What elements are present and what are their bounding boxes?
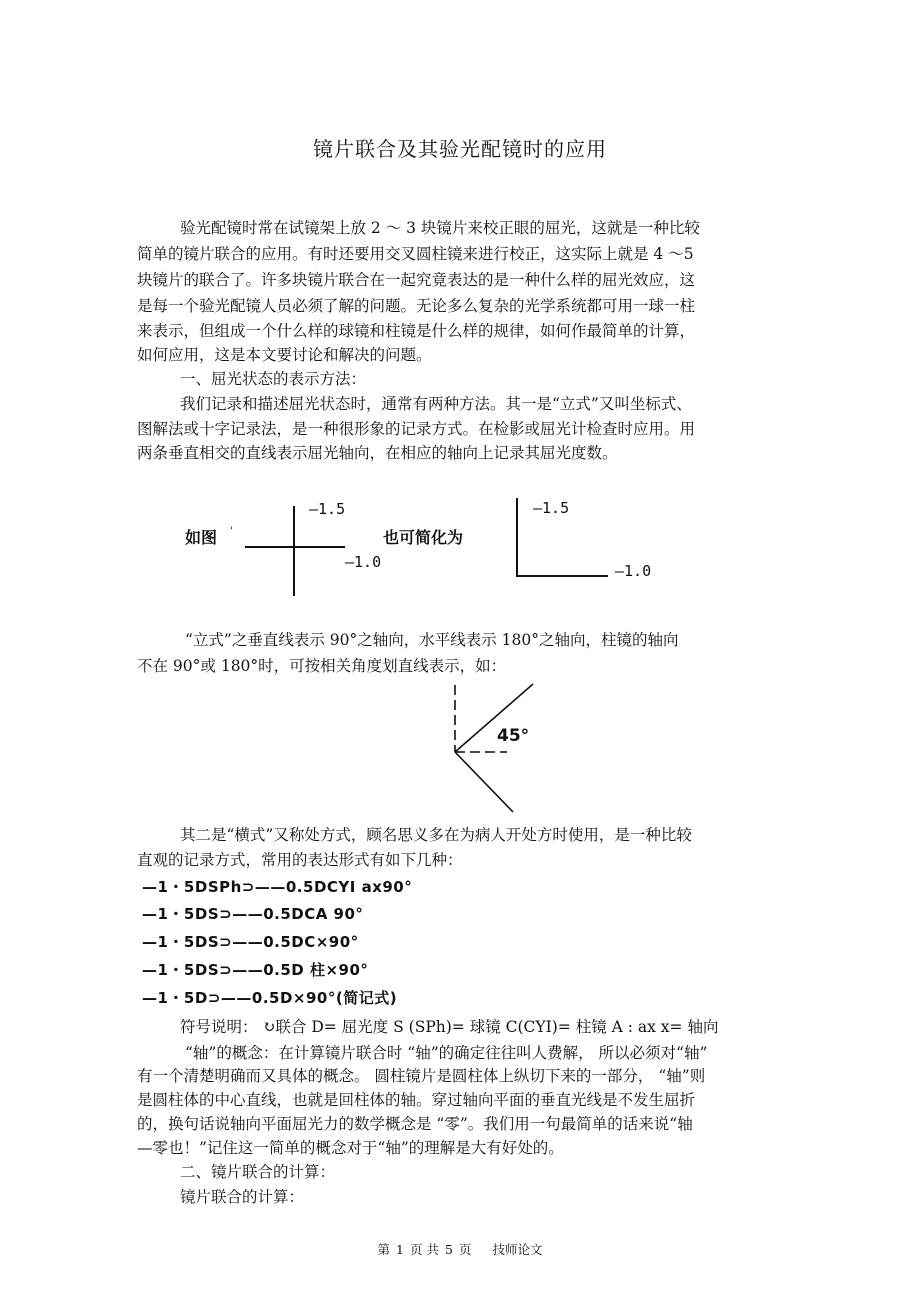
formula-3: —1・5DS⊃——0.5DC×90° bbox=[142, 933, 359, 951]
footer-page-label: 第 bbox=[377, 1242, 391, 1257]
intro-line-6: 如何应用，这是本文要讨论和解决的问题。 bbox=[137, 346, 432, 364]
axis-concept-line-4: 的，换句话说轴向平面屈光力的数学概念是 “零”。我们用一句最简单的话来说“轴 bbox=[137, 1115, 693, 1133]
cross-horizontal-line bbox=[245, 546, 345, 548]
angle-45-figure bbox=[445, 680, 555, 820]
footer-doc-type: 技师论文 bbox=[492, 1242, 543, 1257]
cross-vertical-value: —1.5 bbox=[309, 500, 346, 518]
horizontal-notation-line-2: 直观的记录方式，常用的表达形式有如下几种： bbox=[137, 851, 463, 869]
axis-notation-line-2: 不在 90°或 180°时，可按相关角度划直线表示，如： bbox=[137, 657, 507, 675]
footer-page-mid: 页 共 bbox=[410, 1242, 439, 1257]
angle-45-diagram bbox=[445, 680, 555, 820]
simplified-vertical-value: —1.5 bbox=[533, 499, 570, 517]
horizontal-notation-line-1: 其二是“横式”又称处方式，顾名思义多在为病人开处方时使用，是一种比较 bbox=[180, 826, 692, 844]
formula-5: —1・5D⊃——0.5D×90°(简记式) bbox=[142, 989, 398, 1007]
symbols-explanation: 符号说明： ↻联合 D= 屈光度 S (SPh)= 球镜 C(CYI)= 柱镜 A : ax x= 轴向 bbox=[180, 1018, 719, 1036]
section1-heading: 一、屈光状态的表示方法： bbox=[180, 370, 367, 388]
formula-4: —1・5DS⊃——0.5D 柱×90° bbox=[142, 961, 369, 979]
page-title: 镜片联合及其验光配镜时的应用 bbox=[313, 137, 607, 161]
cross-notation-figure: 如图 ' —1.5 —1.0 也可简化为 —1.5 —1.0 bbox=[185, 490, 685, 590]
intro-line-5: 来表示，但组成一个什么样的球镜和柱镜是什么样的规律，如何作最简单的计算， bbox=[137, 322, 696, 340]
simplified-vertical-line bbox=[516, 498, 518, 576]
section1-line-3: 两条垂直相交的直线表示屈光轴向，在相应的轴向上记录其屈光度数。 bbox=[137, 444, 618, 462]
section2-subheading: 镜片联合的计算： bbox=[180, 1188, 305, 1206]
formula-2: —1・5DS⊃——0.5DCA 90° bbox=[142, 905, 364, 923]
simplified-horizontal-line bbox=[516, 575, 608, 577]
footer-page-total: 5 bbox=[444, 1242, 453, 1257]
axis-concept-line-1: “轴”的概念：在计算镜片联合时 “轴”的确定往往叫人费解， 所以必须对“轴” bbox=[185, 1044, 708, 1062]
angle-45-label: 45° bbox=[497, 726, 530, 746]
axis-concept-line-2: 有一个清楚明确而又具体的概念。 圆柱镜片是圆柱体上纵切下来的一部分， “轴”则 bbox=[137, 1067, 706, 1085]
intro-line-2: 简单的镜片联合的应用。有时还要用交叉圆柱镜来进行校正，这实际上就是 4 ～5 bbox=[137, 245, 694, 263]
footer-page-number: 1 bbox=[396, 1242, 404, 1257]
axis-concept-line-5: —零也！”记住这一简单的概念对于“轴”的理解是大有好处的。 bbox=[137, 1139, 564, 1157]
simplified-horizontal-value: —1.0 bbox=[615, 562, 652, 580]
figure1-label-left: 如图 bbox=[185, 528, 218, 547]
section1-line-1: 我们记录和描述屈光状态时，通常有两种方法。其一是“立式”又叫坐标式、 bbox=[180, 395, 692, 413]
section2-heading: 二、镜片联合的计算： bbox=[180, 1163, 336, 1181]
figure1-label-mid: 也可简化为 bbox=[383, 528, 464, 547]
intro-line-4: 是每一个验光配镜人员必须了解的问题。无论多么复杂的光学系统都可用一球一柱 bbox=[137, 297, 696, 315]
axis-concept-line-3: 是圆柱体的中心直线，也就是回柱体的轴。穿过轴向平面的垂直光线是不发生屈折 bbox=[137, 1091, 696, 1109]
section1-line-2: 图解法或十字记录法，是一种很形象的记录方式。在检影或屈光计检查时应用。用 bbox=[137, 420, 696, 438]
formula-1: —1・5DSPh⊃——0.5DCYI ax90° bbox=[142, 878, 413, 896]
cross-vertical-line bbox=[293, 506, 295, 596]
axis-notation-line-1: “立式”之垂直线表示 90°之轴向，水平线表示 180°之轴向，柱镜的轴向 bbox=[185, 631, 679, 649]
intro-line-1: 验光配镜时常在试镜架上放 2 ～ 3 块镜片来校正眼的屈光，这就是一种比较 bbox=[180, 219, 700, 237]
intro-line-3: 块镜片的联合了。许多块镜片联合在一起究竟表达的是一种什么样的屈光效应，这 bbox=[137, 271, 696, 289]
page-footer bbox=[0, 1240, 920, 1258]
cross-horizontal-value: —1.0 bbox=[345, 553, 382, 571]
footer-page-end: 页 bbox=[458, 1242, 472, 1257]
